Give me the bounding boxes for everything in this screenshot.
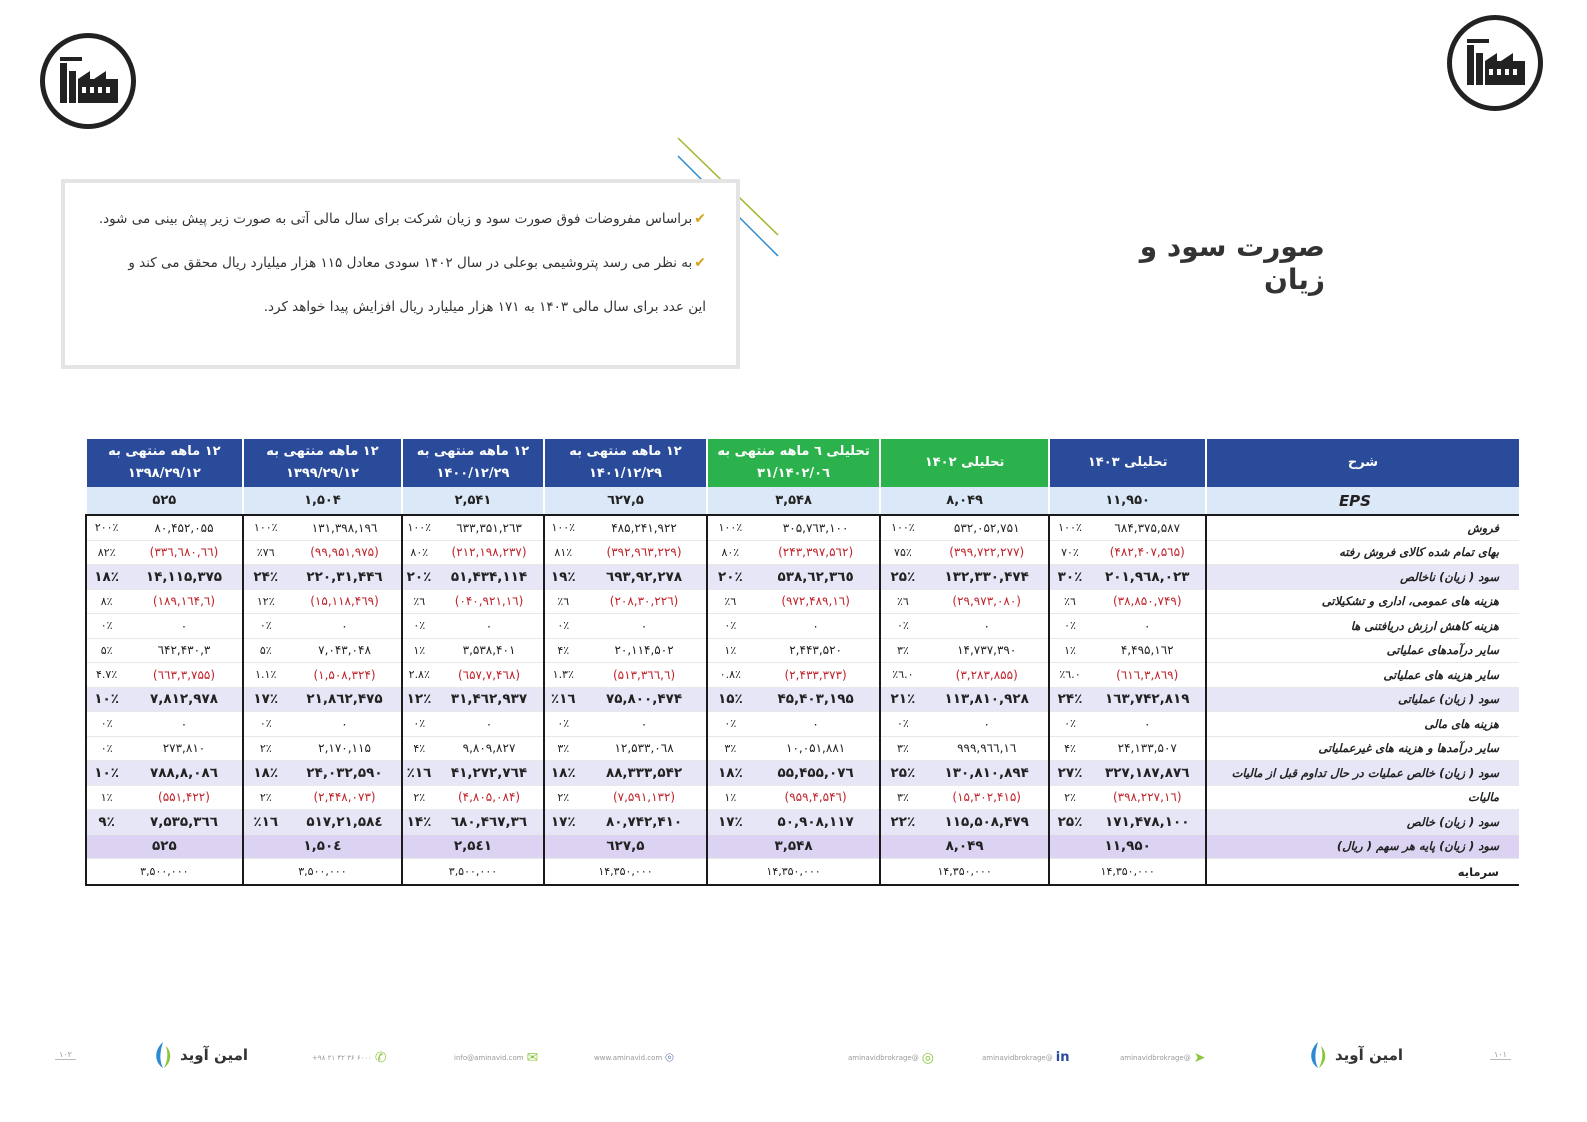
cell-value: ۱۳۲,۳۳۰,۴۷۴ <box>925 565 1049 590</box>
page-title: صورت سود و زیان <box>1139 230 1325 296</box>
cell-value: ۵۳۲,۰۵۲,۷۵۱ <box>925 515 1049 540</box>
cell-value: ۱۴,۱۱۵,۳۷۵ <box>126 565 242 590</box>
cell-percent: ۲۰٪ <box>707 565 752 590</box>
linkedin-icon: in <box>1055 1050 1070 1065</box>
cell-value: ۰ <box>126 712 242 737</box>
cell-value: ۲,۴۴۳,۵۲۰ <box>752 638 879 663</box>
cell-percent: ۰.٦٪ <box>1049 663 1089 688</box>
cell-value: ۰ <box>1090 614 1206 639</box>
cell-percent: ۰٪ <box>544 614 582 639</box>
cell-value: ۸۰,۴۵۲,۰۵۵ <box>126 515 242 540</box>
cell-value: ۳,۵۰۰,۰۰۰ <box>243 859 403 886</box>
column-header-title: ۱۲ ماهه منتهی به <box>266 444 379 459</box>
cell-percent: ۴٪ <box>1049 736 1089 761</box>
cell-percent: ۱۸٪ <box>86 565 126 590</box>
cell-value: ۰ <box>582 614 707 639</box>
cell-percent: ۰٪ <box>402 712 435 737</box>
eps-value: ۳,۵۴۸ <box>707 487 880 515</box>
cell-value: ٦۸۴,۳۷۵,۵۸۷ <box>1090 515 1206 540</box>
cell-value: ۱۰,۰۵۱,۸۸۱ <box>752 736 879 761</box>
capital-row <box>86 859 1519 886</box>
cell-value: ۳۰۵,۷٦۳,۱۰۰ <box>752 515 879 540</box>
cell-value: (۵۵۱,۴۲۲) <box>126 785 242 810</box>
cell-percent: ۱۰۰٪ <box>402 515 435 540</box>
row-label: سود ( زیان) خالص <box>1206 810 1519 835</box>
table-row <box>86 540 1519 565</box>
phone-icon: ✆ <box>374 1050 387 1066</box>
row-label: EPS <box>1206 487 1519 515</box>
eps-row <box>86 487 1519 515</box>
cell-value: ۸۰,۷۴۲,۴۱۰ <box>582 810 707 835</box>
cell-value: (۳۹۹,۷۲۲,۲۷۷) <box>925 540 1049 565</box>
cell-value: (۱,۵۰۸,۳۲۴) <box>288 663 402 688</box>
cell-value: ۵۵,۴۵۵,۰۷٦ <box>752 761 879 786</box>
cell-value: ۳,۵۰۰,۰۰۰ <box>402 859 543 886</box>
cell-percent: ۱۰۰٪ <box>880 515 925 540</box>
cell-value: (۳۹۲,۹٦۳,۲۲۹) <box>582 540 707 565</box>
cell-value: ۱۲,۵۳۳,۰٦۸ <box>582 736 707 761</box>
cell-percent: ۲۲٪ <box>880 810 925 835</box>
cell-value: ۹,۸۰۹,۸۲۷ <box>435 736 543 761</box>
column-header <box>1049 439 1206 487</box>
cell-value: ۹۲,۲۷۸,٦۹۳ <box>582 565 707 590</box>
cell-value: ۰ <box>925 712 1049 737</box>
row-label: سود ( زیان) پایه هر سهم ( ریال) <box>1206 834 1519 859</box>
column-header <box>243 439 403 487</box>
cell-percent: ۱٦٪ <box>544 687 582 712</box>
cell-percent: ۳۰٪ <box>1049 565 1089 590</box>
cell-percent: ۰٪ <box>1049 614 1089 639</box>
cell-value: (۹۹,۹۵۱,۹۷۵) <box>288 540 402 565</box>
cell-value: ۰ <box>752 712 879 737</box>
factory-icon <box>56 53 120 109</box>
instagram-icon: ◎ <box>921 1050 934 1066</box>
cell-percent: ۰٪ <box>243 614 288 639</box>
cell-value: (۲۴۳,۳۹۷,۵٦۲) <box>752 540 879 565</box>
cell-value: (۴,۸۰۵,۰۸۴) <box>435 785 543 810</box>
cell-value: ۱۴,۳۵۰,۰۰۰ <box>1049 859 1206 886</box>
column-header <box>402 439 543 487</box>
notes-box <box>61 179 740 369</box>
eps-basic-row <box>86 834 1519 859</box>
cell-value: ۳,٦۴۲,۴۳۰ <box>126 638 242 663</box>
cell-percent: ۴.۷٪ <box>86 663 126 688</box>
cell-percent: ۱۲٪ <box>402 687 435 712</box>
row-label: هزینه کاهش ارزش دریافتنی ها <box>1206 614 1519 639</box>
linkedin-link[interactable]: in @aminavidbrokrage <box>982 1050 1070 1065</box>
cell-percent: ۱۰۰٪ <box>544 515 582 540</box>
eps-value: ۸,۰۴۹ <box>880 487 1050 515</box>
cell-value: ۰ <box>1090 712 1206 737</box>
cell-percent: ۲۵٪ <box>1049 810 1089 835</box>
cell-percent: ۰٪ <box>86 614 126 639</box>
cell-percent: ۱٪ <box>1049 638 1089 663</box>
cell-value: ۱۴,۷۳۷,۳۹۰ <box>925 638 1049 663</box>
cell-value: (۲۹,۹۷۳,۰۸۰) <box>925 589 1049 614</box>
cell-value: ۲,۵٤۱ <box>402 834 543 859</box>
cell-percent: ۲.۸٪ <box>402 663 435 688</box>
cell-value: ۰ <box>925 614 1049 639</box>
cell-percent: ۲٪ <box>243 736 288 761</box>
cell-value: ۱۴,۳۵۰,۰۰۰ <box>707 859 880 886</box>
eps-value: ۵,٦۲۷ <box>544 487 708 515</box>
email-link[interactable]: ✉ info@aminavid.com <box>454 1050 539 1066</box>
cell-percent: ۴٪ <box>402 736 435 761</box>
cell-value: ۱٦,۹۹۹,۹٦٦ <box>925 736 1049 761</box>
cell-value: (۲,۴۳۳,۳۷۳) <box>752 663 879 688</box>
cell-value: ۰ <box>288 614 402 639</box>
cell-percent: ۷۵٪ <box>880 540 925 565</box>
row-label: مالیات <box>1206 785 1519 810</box>
cell-percent: ۱۰۰٪ <box>707 515 752 540</box>
cell-value: ۳٦,۴٦۷,٦۸۰ <box>435 810 543 835</box>
cell-value: (۷,۵۹۱,۱۳۲) <box>582 785 707 810</box>
check-icon: ✔ <box>694 255 706 271</box>
column-header-date: ۱۴۰۰/۱۲/۲۹ <box>436 466 510 481</box>
cell-value: (٦٦,۳۳٦,٦۸۰) <box>126 540 242 565</box>
cell-percent: ۱۰۰٪ <box>1049 515 1089 540</box>
website-link[interactable]: ⌾ www.aminavid.com <box>594 1050 674 1066</box>
table-row <box>86 614 1519 639</box>
cell-value: (۳,۸٦۹,٦۱٦) <box>1090 663 1206 688</box>
cell-value: ۱۳۰,۸۱۰,۸۹۴ <box>925 761 1049 786</box>
cell-value: ۳۱,۴۴٦,۲۲۰ <box>288 565 402 590</box>
cell-percent: ۱۹٪ <box>544 565 582 590</box>
page-number-left: ۱۰۲ <box>55 1050 76 1060</box>
cell-percent: ٦٪ <box>544 589 582 614</box>
table-row <box>86 687 1519 712</box>
cell-percent: ۸۰٪ <box>402 540 435 565</box>
cell-value: ۵,٦۲۷ <box>544 834 708 859</box>
table-row <box>86 589 1519 614</box>
cell-value: ۸۸,۳۳۳,۵۴۲ <box>582 761 707 786</box>
cell-value: ۲۴,۱۳۳,۵۰۷ <box>1090 736 1206 761</box>
cell-percent: ۰٪ <box>1049 712 1089 737</box>
cell-percent: ۱۷٪ <box>707 810 752 835</box>
cell-value: ۴۱,۲۷۲,۷٦۴ <box>435 761 543 786</box>
cell-percent: ۱۰٪ <box>86 687 126 712</box>
cell-percent: ۰.۸٪ <box>707 663 752 688</box>
cell-percent: ۸٪ <box>86 589 126 614</box>
row-label: سود ( زیان) عملیاتی <box>1206 687 1519 712</box>
cell-value: ۰ <box>752 614 879 639</box>
row-label: سود ( زیان) خالص عملیات در حال تداوم قبل از مالیات <box>1206 761 1519 786</box>
note-line: ✔به نظر می رسد پتروشیمی بوعلی در سال ۱۴۰۲ سودی معادل ۱۱۵ هزار میلیارد ریال محقق می کند و <box>128 255 706 271</box>
table-row <box>86 785 1519 810</box>
column-header-label: شرح <box>1206 439 1519 487</box>
cell-value: ۸,۰۴۹ <box>880 834 1050 859</box>
cell-value: ۴۸۵,۲۴۱,۹۲۲ <box>582 515 707 540</box>
table-row <box>86 761 1519 786</box>
company-logo-right <box>1447 15 1543 111</box>
cell-value: ۰ <box>435 712 543 737</box>
cell-value: ۲۱,۵۸٤,۵۱۷ <box>288 810 402 835</box>
cell-value: ۴۵,۴۰۳,۱۹۵ <box>752 687 879 712</box>
telegram-link[interactable]: ➤ @aminavidbrokrage <box>1120 1050 1206 1066</box>
cell-percent: ۲٪ <box>1049 785 1089 810</box>
cell-percent: ۵٪ <box>86 638 126 663</box>
row-label: سایر درآمدهای عملیاتی <box>1206 638 1519 663</box>
cell-percent: ۱۷٪ <box>243 687 288 712</box>
note-line: این عدد برای سال مالی ۱۴۰۳ به ۱۷۱ هزار میلیارد ریال افزایش پیدا خواهد کرد. <box>263 299 706 315</box>
note-line: ✔براساس مفروضات فوق صورت سود و زیان شرکت برای سال مالی آتی به صورت زیر پیش بینی می شود. <box>98 211 706 227</box>
cell-percent: ۰.٦٪ <box>880 663 925 688</box>
cell-value: ۳,۵۰۰,۰۰۰ <box>86 859 243 886</box>
cell-value: ۲,۱۷۰,۱۱۵ <box>288 736 402 761</box>
cell-value: (۳۰,۲۲٦,۲۰۸) <box>582 589 707 614</box>
cell-percent: ۸۰٪ <box>707 540 752 565</box>
mouse-icon: ⌾ <box>665 1050 674 1066</box>
brand-right: امین آوید <box>1305 1040 1403 1070</box>
factory-icon <box>1463 35 1527 91</box>
cell-value: ۸,۰۸٦,۷۸۸ <box>126 761 242 786</box>
table-row <box>86 736 1519 761</box>
cell-percent: ۳٪ <box>880 638 925 663</box>
cell-value: ۱۱۳,۸۱۰,۹۲۸ <box>925 687 1049 712</box>
cell-percent: ۱.۳٪ <box>544 663 582 688</box>
cell-value: ۲۴,۰۳۲,۵۹۰ <box>288 761 402 786</box>
cell-value: (۱٦,۰۴۰,۹۲۱) <box>435 589 543 614</box>
cell-value: (۱٦,۹۷۲,۴۸۹) <box>752 589 879 614</box>
cell-percent: ۹٪ <box>86 810 126 835</box>
row-label: فروش <box>1206 515 1519 540</box>
cell-percent: ۱۰٪ <box>86 761 126 786</box>
telegram-icon: ➤ <box>1193 1050 1206 1066</box>
cell-value: ۱۸۷,۸۷٦,۳۲۷ <box>1090 761 1206 786</box>
cell-value: ۷,۸۱۲,۹۷۸ <box>126 687 242 712</box>
cell-value: ۲۷۳,۸۱۰ <box>126 736 242 761</box>
row-label: سرمایه <box>1206 859 1519 886</box>
page-number-right: ۱۰۱ <box>1490 1050 1511 1060</box>
cell-value: ۱۱۵,۵۰۸,۴۷۹ <box>925 810 1049 835</box>
cell-value: (٦,۱۸۹,۱٦۴) <box>126 589 242 614</box>
cell-value: (۳,۷۵۵,٦٦۳) <box>126 663 242 688</box>
cell-percent: ۱٦٪ <box>402 761 435 786</box>
cell-value: ۱۴,۳۵۰,۰۰۰ <box>880 859 1050 886</box>
cell-percent: ۰٪ <box>707 614 752 639</box>
row-label: سود ( زیان) ناخالص <box>1206 565 1519 590</box>
column-header-title: ۱۲ ماهه منتهی به <box>416 444 530 459</box>
cell-value: (۲۱۲,۱۹۸,۲۳۷) <box>435 540 543 565</box>
cell-percent: ۲۴٪ <box>1049 687 1089 712</box>
cell-percent: ۱۵٪ <box>707 687 752 712</box>
cell-percent: ۳٪ <box>707 736 752 761</box>
cell-percent: ۷٦٪ <box>243 540 288 565</box>
income-statement-table <box>85 439 1519 886</box>
cell-value: (۳۸,۸۵۰,۷۴۹) <box>1090 589 1206 614</box>
column-header-title: تحلیلی ٦ ماهه منتهی به <box>717 444 870 459</box>
cell-value: ۱۳۱,۳۹۸,۱۹٦ <box>288 515 402 540</box>
cell-value: ۱۷۱,۴۷۸,۱۰۰ <box>1090 810 1206 835</box>
cell-value: ۱,۵۰٤ <box>243 834 403 859</box>
cell-value: ۰ <box>126 614 242 639</box>
cell-value: (۷,۴٦۸,٦۵۷) <box>435 663 543 688</box>
cell-value: (۱۵,۳۰۲,۴۱۵) <box>925 785 1049 810</box>
cell-percent: ۵٪ <box>243 638 288 663</box>
cell-value: ۰ <box>288 712 402 737</box>
cell-percent: ۰٪ <box>544 712 582 737</box>
brand-left: امین آوید <box>150 1040 248 1070</box>
cell-percent: ۸۱٪ <box>544 540 582 565</box>
cell-percent: ۲٪ <box>544 785 582 810</box>
eps-value: ۵۲۵ <box>86 487 243 515</box>
cell-percent: ۲۴٪ <box>243 565 288 590</box>
cell-value: ۷,۵۳۵,۳٦٦ <box>126 810 242 835</box>
column-header-title: تحلیلی ۱۴۰۳ <box>1087 455 1168 470</box>
cell-value: (۴۸۲,۴۰۷,۵٦۵) <box>1090 540 1206 565</box>
row-label: سایر هزینه های عملیاتی <box>1206 663 1519 688</box>
phone-link[interactable]: ✆ +۹۸ ۲۱ ۴۲ ۳۶ ۶۰۰۰ <box>312 1050 387 1066</box>
cell-percent: ۳٪ <box>544 736 582 761</box>
cell-percent: ۳٪ <box>880 785 925 810</box>
cell-value: ۴,۴۹۵,۱٦۲ <box>1090 638 1206 663</box>
cell-value: ۱۴,۳۵۰,۰۰۰ <box>544 859 708 886</box>
row-label: هزینه های مالی <box>1206 712 1519 737</box>
cell-percent: ۱.۱٪ <box>243 663 288 688</box>
cell-percent: ۱۰۰٪ <box>243 515 288 540</box>
column-header <box>86 439 243 487</box>
table-row <box>86 810 1519 835</box>
eps-value: ۲,۵۴۱ <box>402 487 543 515</box>
column-header-title: تحلیلی ۱۴۰۲ <box>924 455 1005 470</box>
cell-percent: ۲٪ <box>243 785 288 810</box>
cell-percent: ٦٪ <box>707 589 752 614</box>
cell-percent: ۱۷٪ <box>544 810 582 835</box>
table-row <box>86 712 1519 737</box>
cell-value: ۰ <box>435 614 543 639</box>
cell-percent: ۰٪ <box>707 712 752 737</box>
cell-percent: ۲۰٪ <box>402 565 435 590</box>
brand-logo-icon <box>150 1040 176 1070</box>
cell-percent: ۳٪ <box>880 736 925 761</box>
column-header-date: ۱۴۰۲/۰٦/۳۱ <box>757 466 831 481</box>
cell-percent: ۰٪ <box>86 712 126 737</box>
instagram-link[interactable]: ◎ @aminavidbrokrage <box>848 1050 934 1066</box>
cell-percent: ۴٪ <box>544 638 582 663</box>
cell-value: ۱٦۳,۷۴۲,۸۱۹ <box>1090 687 1206 712</box>
cell-percent: ۱۴٪ <box>402 810 435 835</box>
cell-percent: ۰٪ <box>880 712 925 737</box>
check-icon: ✔ <box>694 211 706 227</box>
eps-value: ۱۱,۹۵۰ <box>1049 487 1206 515</box>
cell-percent: ۱٪ <box>402 638 435 663</box>
cell-percent: ۱۸٪ <box>707 761 752 786</box>
table-row <box>86 515 1519 540</box>
row-label: سایر درآمدها و هزینه های غیرعملیاتی <box>1206 736 1519 761</box>
row-label: بهای تمام شده کالای فروش رفته <box>1206 540 1519 565</box>
cell-value: ۳,۵۴۸ <box>707 834 880 859</box>
cell-percent: ۰٪ <box>243 712 288 737</box>
cell-percent: ۰٪ <box>86 736 126 761</box>
cell-percent: ۱۸٪ <box>243 761 288 786</box>
cell-value: ۳,۵۳۸,۴۰۱ <box>435 638 543 663</box>
cell-percent: ٦٪ <box>1049 589 1089 614</box>
cell-percent: ۲۵٪ <box>880 761 925 786</box>
cell-value: ۵۱,۴۳۴,۱۱۴ <box>435 565 543 590</box>
cell-value: ۷۵,۸۰۰,۴۷۴ <box>582 687 707 712</box>
cell-value: ۲٦۳,٦۳۳,۳۵۱ <box>435 515 543 540</box>
cell-value: ۰ <box>582 712 707 737</box>
company-logo-left <box>40 33 136 129</box>
cell-percent: ۲۷٪ <box>1049 761 1089 786</box>
cell-percent: ۸۲٪ <box>86 540 126 565</box>
table-row <box>86 638 1519 663</box>
cell-percent: ۲۵٪ <box>880 565 925 590</box>
cell-percent: ۱۸٪ <box>544 761 582 786</box>
table-row <box>86 565 1519 590</box>
cell-value: (۱۵,۱۱۸,۴٦۹) <box>288 589 402 614</box>
cell-percent: ۲٪ <box>402 785 435 810</box>
cell-percent: ۱۲٪ <box>243 589 288 614</box>
cell-value: (۴,۵۴٦,۹۵۹) <box>752 785 879 810</box>
cell-value: (٦,۳٦٦,۵۱۳) <box>582 663 707 688</box>
cell-percent: ۱٪ <box>707 638 752 663</box>
cell-value: ۲۱,۸٦۲,۴۷۵ <box>288 687 402 712</box>
cell-value: ۱۱,۹۵۰ <box>1049 834 1206 859</box>
cell-value: ۲۰۱,۹٦۸,۰۲۳ <box>1090 565 1206 590</box>
column-header-title: ۱۲ ماهه منتهی به <box>108 444 221 459</box>
cell-value: (۱٦,۳۹۸,۲۲۷) <box>1090 785 1206 810</box>
cell-value: ۵۲۵ <box>86 834 243 859</box>
row-label: هزینه های عمومی، اداری و تشکیلاتی <box>1206 589 1519 614</box>
cell-percent: ٦٪ <box>402 589 435 614</box>
cell-percent: ۷۰٪ <box>1049 540 1089 565</box>
cell-percent: ۲۱٪ <box>880 687 925 712</box>
table-row <box>86 663 1519 688</box>
cell-percent: ٦٪ <box>880 589 925 614</box>
cell-value: ٦۲,۳٦٥,۵۳۸ <box>752 565 879 590</box>
cell-percent: ۰٪ <box>402 614 435 639</box>
column-header-title: ۱۲ ماهه منتهی به <box>569 444 682 459</box>
cell-value: ۲۰,۱۱۴,۵۰۲ <box>582 638 707 663</box>
email-icon: ✉ <box>526 1050 539 1066</box>
brand-logo-icon <box>1305 1040 1331 1070</box>
column-header <box>880 439 1050 487</box>
column-header-date: ۱۴۰۱/۱۲/۲۹ <box>588 466 662 481</box>
column-header-date: ۱۳۹۹/۲۹/۱۲ <box>285 466 359 481</box>
column-header-date: ۱۳۹۸/۲۹/۱۲ <box>127 466 201 481</box>
cell-value: ۵۰,۹۰۸,۱۱۷ <box>752 810 879 835</box>
cell-value: ۳۱,۴٦۲,۹۳۷ <box>435 687 543 712</box>
cell-percent: ۱٦٪ <box>243 810 288 835</box>
cell-value: (۳,۲۸۳,۸۵۵) <box>925 663 1049 688</box>
cell-percent: ۰٪ <box>880 614 925 639</box>
cell-percent: ۱٪ <box>86 785 126 810</box>
cell-percent: ۲۰۰٪ <box>86 515 126 540</box>
eps-value: ۱,۵۰۴ <box>243 487 403 515</box>
cell-percent: ۱٪ <box>707 785 752 810</box>
column-header <box>707 439 880 487</box>
column-header <box>544 439 708 487</box>
cell-value: ۷,۰۴۳,۰۴۸ <box>288 638 402 663</box>
cell-value: (۲,۴۴۸,۰۷۳) <box>288 785 402 810</box>
